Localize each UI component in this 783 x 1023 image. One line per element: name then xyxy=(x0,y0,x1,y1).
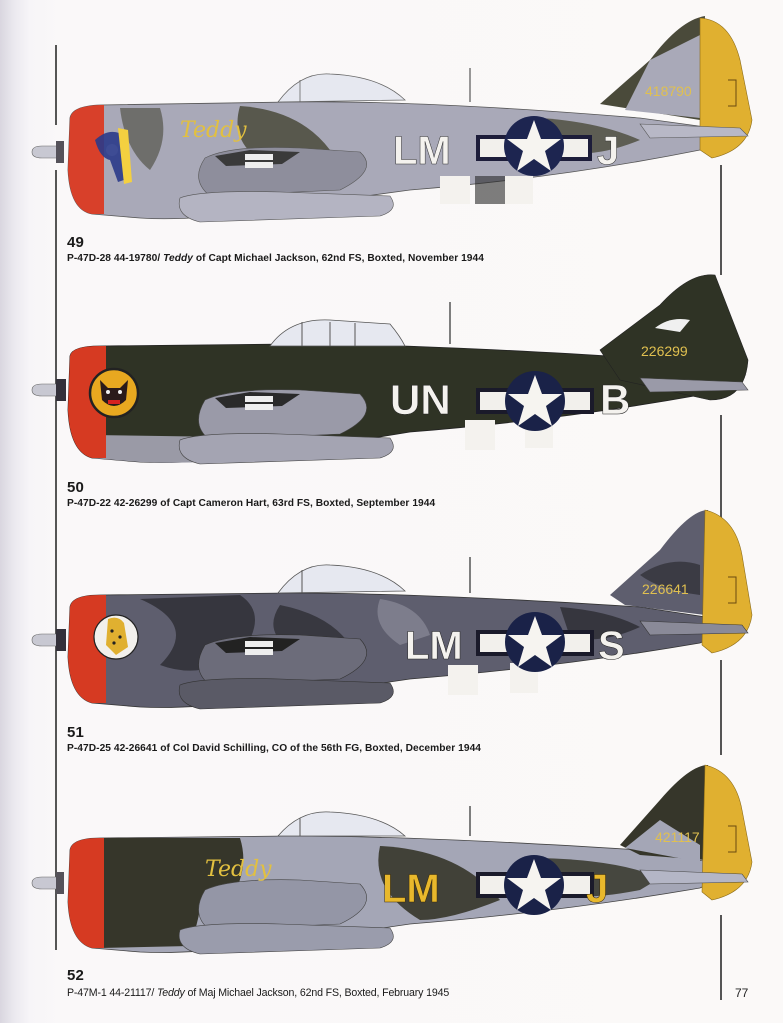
tail-serial: 421117 xyxy=(655,829,700,845)
fuselage-code-right: J xyxy=(586,867,609,911)
plate-number: 50 xyxy=(67,479,85,496)
caption-aircraft-name: Teddy xyxy=(156,987,185,999)
nose-art-name: Teddy xyxy=(205,857,272,882)
plate-number: 51 xyxy=(67,724,85,741)
caption-details: of Capt Cameron Hart, 63rd FS, Boxted, September 1944 xyxy=(157,498,436,509)
fuselage-code-right: S xyxy=(598,624,625,668)
caption-details: of Maj Michael Jackson, 62nd FS, Boxted, February 1945 xyxy=(184,987,450,999)
fuselage-code-left: LM xyxy=(382,867,440,911)
caption-designation: P-47D-28 44-19780/ xyxy=(67,253,164,264)
tail-serial: 226299 xyxy=(641,343,688,359)
page-number: 77 xyxy=(735,986,749,1000)
aircraft-profile-illustration xyxy=(0,250,783,480)
caption-aircraft-name: Teddy xyxy=(163,253,193,264)
caption-designation: P-47M-1 44-21117/ xyxy=(67,987,157,999)
aircraft-profile-illustration xyxy=(0,495,783,725)
tail-serial: 226641 xyxy=(642,581,689,597)
caption-designation: P-47D-25 42-26641 xyxy=(67,743,158,754)
plate-49 xyxy=(0,0,783,270)
aircraft-profile-illustration xyxy=(0,0,783,230)
tail-serial: 418790 xyxy=(645,83,692,99)
plate-52 xyxy=(0,750,783,1023)
fuselage-code-left: LM xyxy=(405,624,463,668)
plate-number: 52 xyxy=(67,967,85,984)
plate-50 xyxy=(0,250,783,520)
aircraft-profile-illustration xyxy=(0,750,783,980)
fuselage-code-left: UN xyxy=(390,376,451,423)
plate-number: 49 xyxy=(67,234,85,251)
fuselage-code-right: B xyxy=(600,376,631,423)
caption-designation: P-47D-22 42-26299 xyxy=(67,498,158,509)
caption-details: of Capt Michael Jackson, 62nd FS, Boxted, November 1944 xyxy=(192,253,484,264)
caption-details: of Col David Schilling, CO of the 56th FG, Boxted, December 1944 xyxy=(157,743,481,754)
plate-51 xyxy=(0,495,783,765)
plate-caption xyxy=(67,987,449,999)
fuselage-code-left: LM xyxy=(393,129,451,173)
nose-art-name: Teddy xyxy=(180,118,247,143)
fuselage-code-right: J xyxy=(597,129,620,173)
